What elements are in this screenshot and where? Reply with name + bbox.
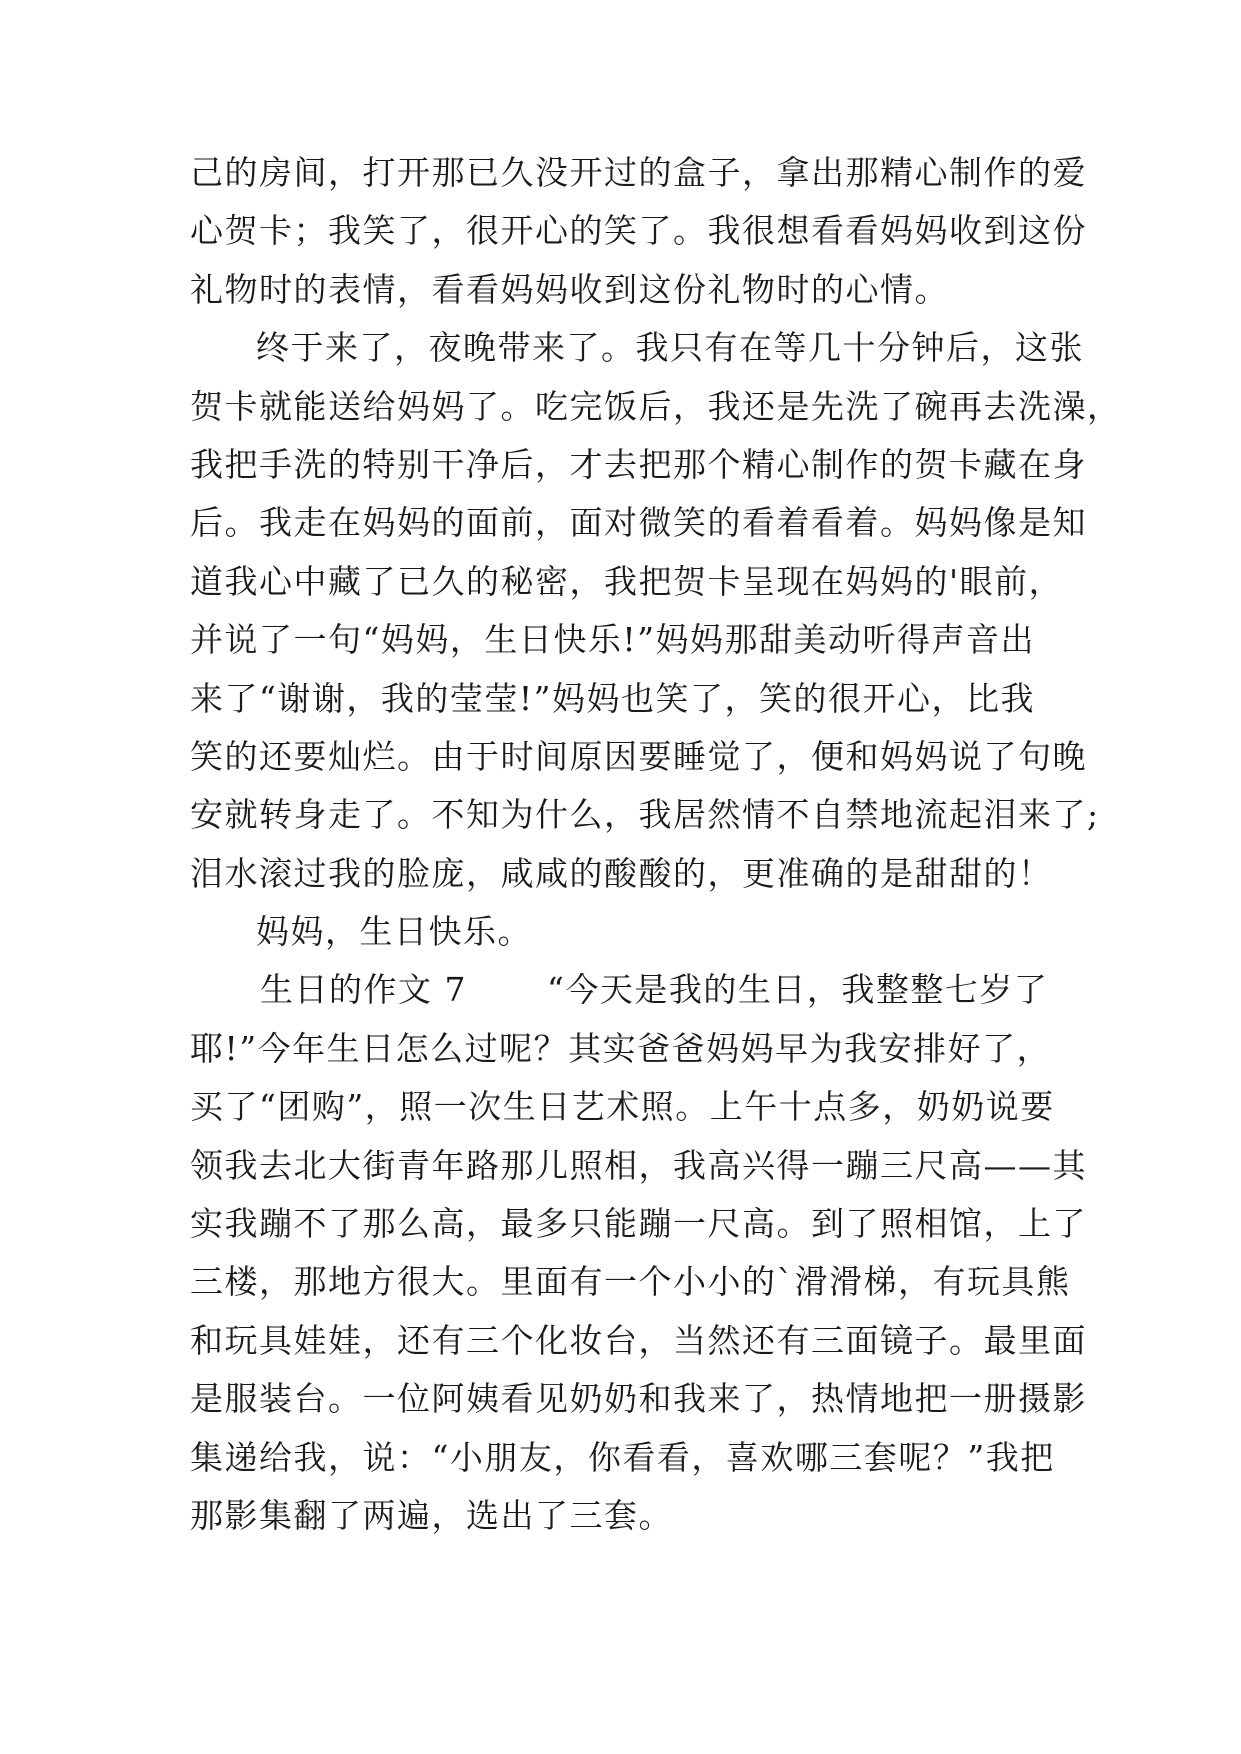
text-line: 贺卡就能送给妈妈了。吃完饭后，我还是先洗了碗再去洗澡， <box>190 386 1122 426</box>
text-line: 来了“谢谢，我的莹莹!”妈妈也笑了，笑的很开心，比我 <box>190 678 1036 718</box>
text-line: 后。我走在妈妈的面前，面对微笑的看着看着。妈妈像是知 <box>190 503 1087 543</box>
text-line: 领我去北大街青年路那儿照相，我高兴得一蹦三尺高——其 <box>190 1145 1087 1185</box>
text-line: 并说了一句“妈妈，生日快乐!”妈妈那甜美动听得声音出 <box>190 620 1036 660</box>
text-line: 礼物时的表情，看看妈妈收到这份礼物时的心情。 <box>190 269 949 309</box>
text-line: 耶!”今年生日怎么过呢？其实爸爸妈妈早为我安排好了， <box>190 1028 1052 1068</box>
text-line: 我把手洗的特别干净后，才去把那个精心制作的贺卡藏在身 <box>190 444 1087 484</box>
text-line: 和玩具娃娃，还有三个化妆台，当然还有三面镜子。最里面 <box>190 1320 1087 1360</box>
section-heading-line <box>190 961 1060 1019</box>
text-line: 实我蹦不了那么高，最多只能蹦一尺高。到了照相馆，上了 <box>190 1204 1087 1244</box>
text-line: 己的房间，打开那已久没开过的盒子，拿出那精心制作的爱 <box>190 153 1087 192</box>
text-line: 集递给我，说：“小朋友，你看看，喜欢哪三套呢？”我把 <box>190 1437 1055 1477</box>
text-line: 三楼，那地方很大。里面有一个小小的`滑滑梯，有玩具熊 <box>190 1262 1071 1302</box>
text-line: 泪水滚过我的脸庞，咸咸的酸酸的，更准确的是甜甜的！ <box>190 853 1053 893</box>
text-line: 买了“团购”，照一次生日艺术照。上午十点多，奶奶说要 <box>190 1087 1055 1127</box>
text-line: 那影集翻了两遍，选出了三套。 <box>190 1495 673 1535</box>
essay-body <box>190 144 1122 1545</box>
text-line: 笑的还要灿烂。由于时间原因要睡觉了，便和妈妈说了句晚 <box>190 736 1087 776</box>
text-line: 是服装台。一位阿姨看见奶奶和我来了，热情地把一册摄影 <box>190 1379 1087 1419</box>
text-line: 道我心中藏了已久的秘密，我把贺卡呈现在妈妈的'眼前， <box>190 561 1064 601</box>
text-line: 心贺卡；我笑了，很开心的笑了。我很想看看妈妈收到这份 <box>190 211 1087 251</box>
text-line: 安就转身走了。不知为什么，我居然情不自禁地流起泪来了; <box>190 795 1100 835</box>
paragraph-start-line: 终于来了，夜晚带来了。我只有在等几十分钟后，这张 <box>256 328 1084 368</box>
paragraph-start-line: 妈妈，生日快乐。 <box>256 912 532 952</box>
text-line: “今天是我的生日，我整整七岁了 <box>547 970 1049 1010</box>
section-title: 生日的作文 7 <box>260 970 467 1010</box>
